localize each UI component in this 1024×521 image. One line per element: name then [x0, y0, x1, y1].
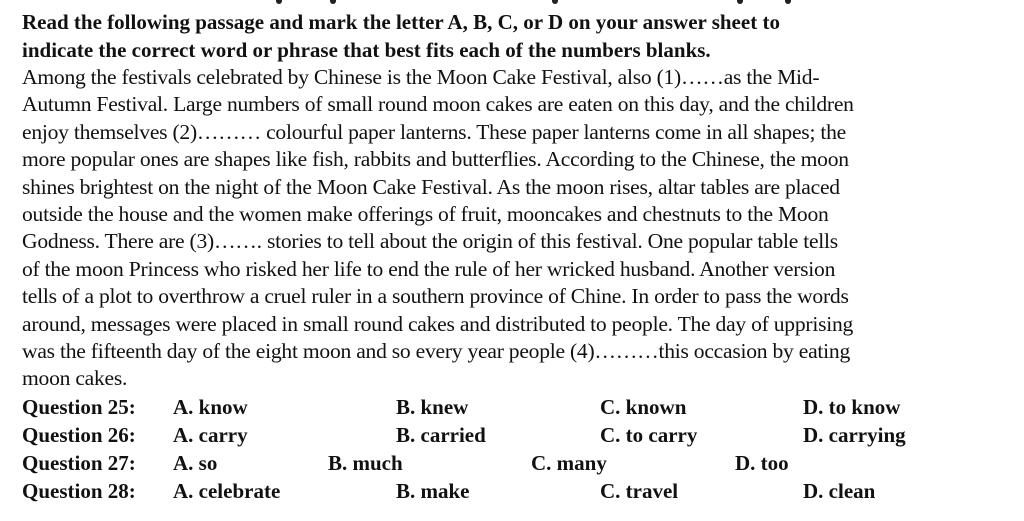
question-list	[22, 393, 1012, 505]
option-a: A. know	[173, 394, 248, 419]
instructions-line-2: indicate the correct word or phrase that best fits each of the numbers blanks.	[22, 38, 711, 62]
question-label: Question 26:	[22, 422, 136, 447]
option-b: B. much	[328, 450, 403, 475]
passage-line: shines brightest on the night of the Moon Cake Festival. As the moon rises, altar tables are placed	[22, 174, 840, 199]
exercise-document	[22, 8, 1012, 505]
option-c: C. many	[531, 450, 607, 475]
option-c: C. to carry	[600, 422, 698, 447]
passage-line: was the fifteenth day of the eight moon and so every year people (4)………this occasion by eating	[22, 339, 850, 364]
cropped-top-text	[0, 0, 1024, 6]
question-row-28	[22, 477, 1012, 505]
option-d: D. carrying	[803, 422, 906, 447]
option-a: A. celebrate	[173, 478, 281, 503]
option-b: B. make	[396, 478, 470, 503]
instructions-line-1: Read the following passage and mark the letter A, B, C, or D on your answer sheet to	[22, 10, 780, 34]
passage-line: tells of a plot to overthrow a cruel ruler in a southern province of Chine. In order to pass the words	[22, 284, 849, 309]
passage-line: enjoy themselves (2)……… colourful paper lanterns. These paper lanterns come in all shapes; the	[22, 119, 846, 144]
question-row-27	[22, 449, 1012, 477]
option-b: B. knew	[396, 394, 469, 419]
passage-line: moon cakes.	[22, 366, 128, 391]
passage-line: of the moon Princess who risked her life to end the rule of her wricked husband. Another version	[22, 256, 836, 281]
option-c: C. travel	[600, 478, 679, 503]
passage-line: more popular ones are shapes like fish, rabbits and butterflies. According to the Chinese, the moon	[22, 147, 849, 172]
option-d: D. clean	[803, 478, 876, 503]
passage-line: outside the house and the women make offerings of fruit, mooncakes and chestnuts to the Moon	[22, 202, 829, 227]
question-row-25	[22, 393, 1012, 421]
instructions	[22, 8, 1012, 64]
option-a: A. carry	[173, 422, 248, 447]
option-d: D. to know	[803, 394, 901, 419]
option-d: D. too	[735, 450, 789, 475]
question-label: Question 27:	[22, 450, 136, 475]
question-label: Question 25:	[22, 394, 136, 419]
question-label: Question 28:	[22, 478, 136, 503]
option-a: A. so	[173, 450, 218, 475]
option-b: B. carried	[396, 422, 486, 447]
passage-line: around, messages were placed in small round cakes and distributed to people. The day of upprising	[22, 311, 854, 336]
option-c: C. known	[600, 394, 687, 419]
passage-line: Godness. There are (3)……. stories to tell about the origin of this festival. One popular table tells	[22, 229, 838, 254]
passage-line: Autumn Festival. Large numbers of small round moon cakes are eaten on this day, and the children	[22, 92, 854, 117]
passage-line: Among the festivals celebrated by Chinese is the Moon Cake Festival, also (1)……as the Mid-	[22, 65, 820, 89]
passage	[22, 64, 1012, 393]
question-row-26	[22, 421, 1012, 449]
